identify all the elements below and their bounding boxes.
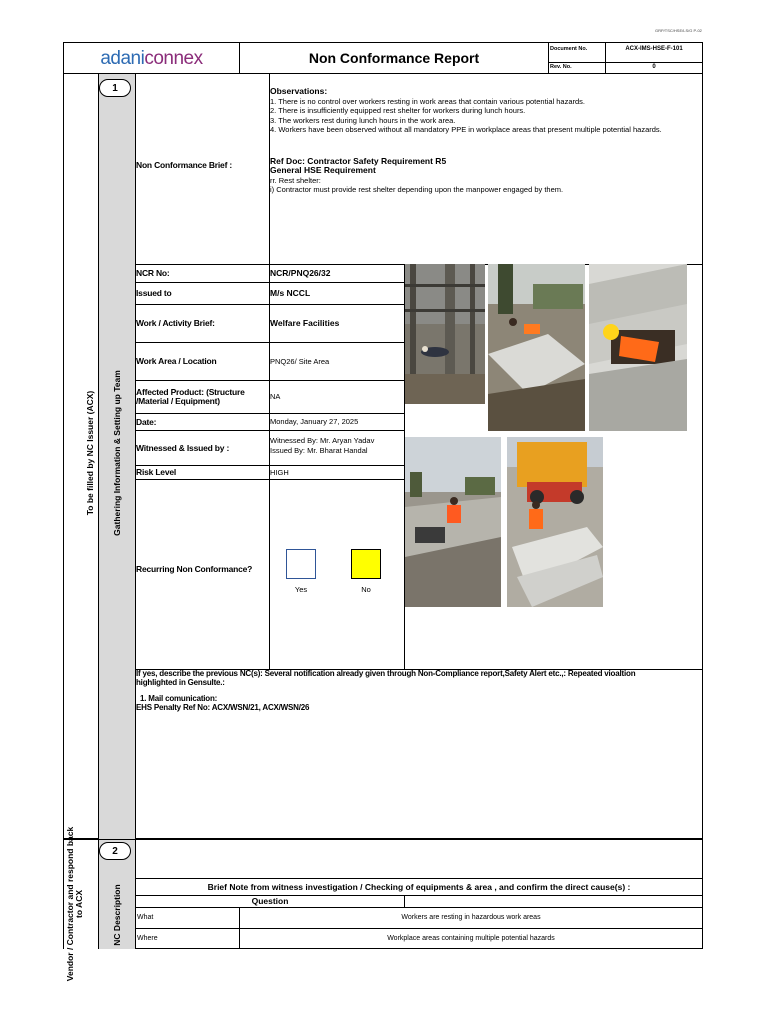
question-where: Where: [137, 935, 158, 942]
rest-shelter-heading: rr. Rest shelter:: [270, 175, 321, 185]
witnessed-label: Witnessed & Issued by :: [136, 442, 230, 453]
yes-label: Yes: [294, 585, 308, 594]
vendor-respond-label: Vendor / Contractor and respond back to ACX: [65, 826, 84, 982]
previous-nc: [136, 669, 702, 712]
issued-by: Issued By: Mr. Bharat Handal: [270, 446, 368, 455]
question-header: Question: [251, 896, 289, 906]
site-photo-2: [488, 264, 585, 431]
page-title: Non Conformance Report: [308, 50, 480, 66]
rest-shelter-item: i) Contractor must provide rest shelter depending upon the manpower engaged by them.: [270, 185, 564, 194]
observation-item: 1. There is no control over workers resting in work areas that contain various potential hazards.: [270, 96, 586, 106]
section-2-number: 2: [99, 842, 131, 860]
previous-nc-line: 1. Mail comunication:: [140, 694, 218, 703]
general-req: General HSE Requirement: [270, 165, 376, 175]
site-photo-3: [589, 264, 687, 431]
brief-label: Non Conformance Brief :: [136, 160, 232, 170]
rev-value: 0: [652, 64, 656, 70]
ncr-no-label: NCR No:: [136, 268, 170, 278]
site-photo-1: [405, 264, 485, 404]
site-photo-5: [507, 437, 603, 607]
issued-to-label: Issued to: [136, 288, 172, 298]
rev-label: Rev. No.: [550, 64, 572, 70]
witnessed-value: [270, 436, 404, 456]
previous-nc-line: If yes, describe the previous NC(s): Several notification already given through Non-Compliance report,Safety Alert etc.,: Repeated vioaltion: [136, 669, 636, 678]
work-activity-label: Work / Activity Brief:: [136, 318, 215, 328]
company-logo: adani connex: [100, 48, 203, 69]
previous-nc-line: highlighted in Gensulte.:: [136, 678, 225, 687]
observation-item: 2. There is insufficiently equipped rest shelter for workers during lunch hours.: [270, 106, 526, 115]
observations-heading: Observations:: [270, 86, 328, 96]
work-area-value: PNQ26/ Site Area: [270, 356, 330, 366]
observation-item: 4. Workers have been observed without all mandatory PPE in workplace areas that present multiple potential hazards.: [270, 125, 662, 134]
yes-checkbox[interactable]: [286, 549, 316, 579]
ref-doc: Ref Doc: Contractor Safety Requirement R5: [270, 155, 447, 166]
issuer-fill-label: To be filled by NC Issuer (ACX): [85, 390, 95, 516]
previous-nc-line: EHS Penalty Ref No: ACX/WSN/21, ACX/WSN/26: [136, 703, 310, 712]
date-label: Date:: [136, 416, 157, 427]
answer-what: Workers are resting in hazardous work areas: [401, 914, 541, 921]
issued-to-value: M/s NCCL: [270, 288, 311, 298]
section-1-number: 1: [99, 79, 131, 97]
doc-no-value: ACX-IMS-HSE-F-101: [625, 46, 683, 52]
risk-level-value: HIGH: [270, 467, 289, 477]
date-value: Monday, January 27, 2025: [270, 417, 359, 426]
witnessed-by: Witnessed By: Mr. Aryan Yadav: [270, 436, 375, 445]
observation-item: 3. The workers rest during lunch hours in the work area.: [270, 115, 456, 125]
gathering-info-label: Gathering Information & Setting up Team: [112, 370, 122, 536]
work-area-label: Work Area / Location: [136, 356, 217, 366]
no-label: No: [361, 585, 371, 594]
answer-where: Workplace areas containing multiple potential hazards: [387, 935, 555, 942]
affected-product-label: Affected Product: (Structure /Material / Equipment): [136, 386, 245, 406]
site-photo-4: [405, 437, 501, 607]
risk-level-label: Risk Level: [136, 467, 177, 477]
no-checkbox[interactable]: [351, 549, 381, 579]
doc-no-label: Document No.: [550, 46, 588, 52]
brief-content: [270, 87, 700, 195]
affected-product-value: NA: [270, 392, 281, 401]
ncr-no-value: NCR/PNQ26/32: [270, 268, 331, 278]
recurring-label: Recurring Non Conformance?: [136, 564, 253, 574]
nc-description-label: NC Description: [112, 884, 122, 946]
work-activity-value: Welfare Facilities: [270, 318, 340, 328]
question-what: What: [137, 914, 154, 921]
brief-note-heading: Brief Note from witness investigation / Checking of equipments & area , and confirm the direct cause(s) :: [207, 881, 631, 892]
form-code: GRP/TSC/HSE/LS/G P-02: [655, 28, 702, 33]
